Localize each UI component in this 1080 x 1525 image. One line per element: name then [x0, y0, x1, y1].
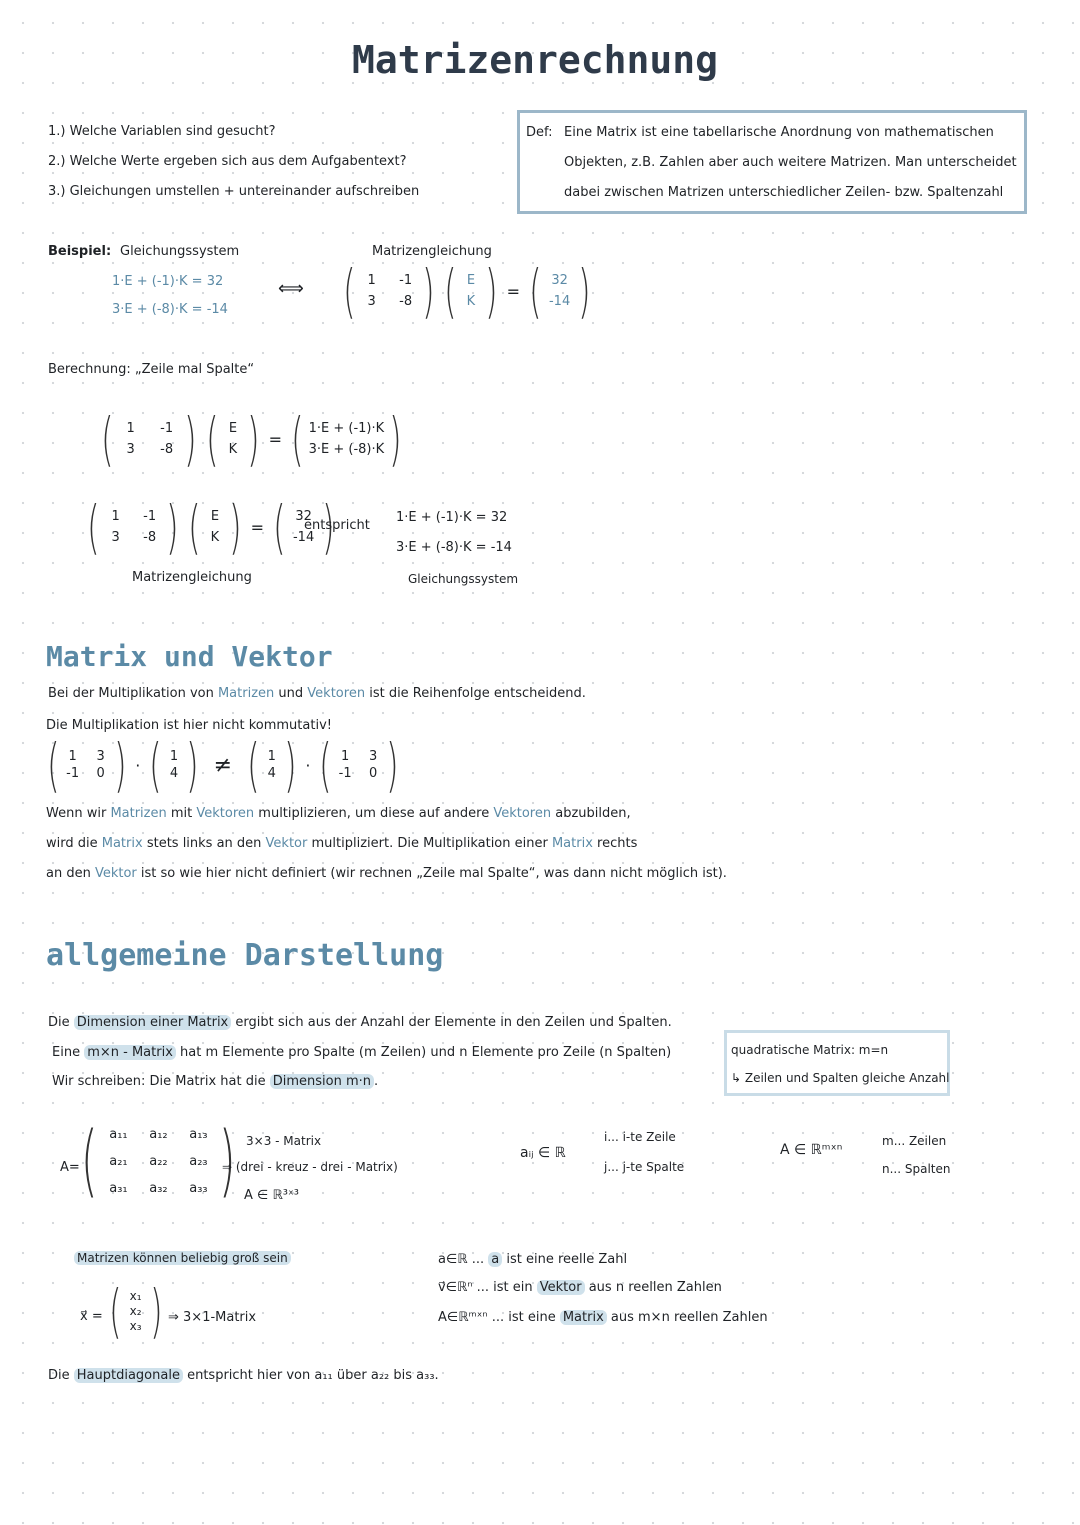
vector-cell: x₁: [129, 1289, 142, 1303]
matrix-cell: a₂₁: [109, 1153, 128, 1169]
matrix-cell: -8: [160, 442, 174, 457]
vector-cell: K: [466, 294, 476, 309]
matrix-vektor-para-line-3: an den Vektor ist so wie hier nicht definiert (wir rechnen „Zeile mal Spalte“, was dann nicht möglich ist).: [46, 866, 727, 881]
amn-set: A ∈ ℝᵐˣⁿ: [780, 1142, 843, 1158]
matrix-cell: 1: [111, 509, 120, 524]
matrix-cell: -8: [399, 294, 413, 309]
page-title: Matrizenrechnung: [352, 38, 719, 82]
quadratische-matrix-box: [724, 1030, 950, 1096]
j-line: j... j-te Spalte: [604, 1160, 685, 1174]
vector-cell: K: [210, 530, 220, 545]
matrix-cell: a₁₃: [189, 1126, 208, 1142]
matrix-vektor-line-2: Die Multiplikation ist hier nicht kommutativ!: [46, 718, 332, 733]
matrix-cell: a₁₂: [149, 1126, 168, 1142]
berechnung-label: Berechnung: „Zeile mal Spalte“: [48, 362, 255, 377]
m-line: m... Zeilen: [882, 1134, 947, 1148]
matrix-cell: 1: [340, 749, 350, 764]
allgemein-line-1: Die Dimension einer Matrix ergibt sich aus der Anzahl der Elemente in den Zeilen und Spalten.: [48, 1015, 672, 1030]
berechnung-equation-1: 1·E + (-1)·K = 32: [396, 510, 508, 525]
vector-line: v⃗∈ℝⁿ ... ist ein Vektor aus n reellen Zahlen: [438, 1280, 722, 1295]
vector-cell: 4: [169, 766, 179, 781]
matrix-3x3-desc: ⇒ (drei - kreuz - drei - Matrix): [222, 1160, 398, 1174]
hauptdiagonale-line: Die Hauptdiagonale entspricht hier von a₁₁ über a₂₂ bis a₃₃.: [48, 1368, 439, 1383]
matrix-cell: 3: [368, 749, 378, 764]
i-line: i... i-te Zeile: [604, 1130, 676, 1144]
vector-cell: E: [210, 509, 220, 524]
allgemein-line-2: Eine m×n - Matrix hat m Elemente pro Spalte (m Zeilen) und n Elemente pro Zeile (n Spalten): [52, 1045, 672, 1060]
berechnung-matrix-equation: ( 1 -1 3 -8 ) ( E K ) = ( 32 -14 ): [87, 493, 335, 561]
beliebig-gross-note: Matrizen können beliebig groß sein: [74, 1251, 291, 1265]
equivalence-arrow-icon: ⟺: [278, 278, 304, 299]
matrix-cell: a₁₁: [109, 1126, 128, 1142]
not-equal-sign: ≠: [213, 752, 233, 778]
matrix-cell: 1: [68, 749, 77, 764]
matrix-cell: -1: [338, 766, 352, 781]
matrix-cell: 0: [368, 766, 378, 781]
x-vector-desc: ⇒ 3×1-Matrix: [168, 1310, 257, 1325]
matrix-cell: 3: [111, 530, 120, 545]
x-vector-label: x⃗ =: [80, 1309, 103, 1324]
product-cell: 3·E + (-8)·K: [308, 442, 385, 457]
matrix-cell: 3: [96, 749, 105, 764]
entspricht-label: entspricht: [304, 518, 370, 533]
vector-cell: 1: [267, 749, 276, 764]
product-cell: 1·E + (-1)·K: [308, 421, 385, 436]
non-commutative-example: ( 1 3 -1 0 ) · ( 1 4 ) ≠ ( 1 4 ) · ( 1 3 -1 0 ): [47, 731, 399, 799]
quadratische-matrix-sub: ↳ Zeilen und Spalten gleiche Anzahl: [731, 1071, 950, 1085]
matrix-cell: -1: [399, 273, 413, 288]
matrix-cell: -8: [143, 530, 157, 545]
matrix-cell: 0: [96, 766, 105, 781]
vector-cell: E: [228, 421, 238, 436]
beispiel-label: Beispiel:: [48, 244, 112, 259]
x-vector: ( x₁ x₂ x₃ ): [109, 1277, 163, 1345]
matrix-cell: 1: [126, 421, 135, 436]
definition-line-1: Eine Matrix ist eine tabellarische Anordnung von mathematischen: [564, 125, 994, 140]
step-3: 3.) Gleichungen umstellen + untereinander aufschreiben: [48, 184, 420, 199]
beispiel-matrix-label: Matrizengleichung: [372, 244, 492, 259]
matrix-vektor-para-line-1: Wenn wir Matrizen mit Vektoren multiplizieren, um diese auf andere Vektoren abzubilden,: [46, 806, 631, 821]
matrix-cell: a₃₁: [109, 1180, 128, 1196]
gleichungssystem-label: Gleichungssystem: [408, 572, 519, 586]
matrix-cell: a₃₃: [189, 1180, 208, 1196]
matrix-a-label: A=: [60, 1160, 80, 1175]
beispiel-system-label: Gleichungssystem: [120, 244, 240, 259]
step-2: 2.) Welche Werte ergeben sich aus dem Aufgabentext?: [48, 154, 407, 169]
aij-element: aᵢⱼ ∈ ℝ: [520, 1145, 566, 1161]
matrix-vektor-line-1: Bei der Multiplikation von Matrizen und Vektoren ist die Reihenfolge entscheidend.: [48, 686, 586, 701]
matrix-cell: a₃₂: [149, 1180, 168, 1196]
matrix-vektor-para-line-2: wird die Matrix stets links an den Vektor multipliziert. Die Multiplikation einer Matrix rechts: [46, 836, 638, 851]
matrix-3x3-set: A ∈ ℝ³ˣ³: [244, 1188, 299, 1203]
real-number-line: a∈ℝ ... a ist eine reelle Zahl: [438, 1252, 628, 1267]
matrix-3x3-label: 3×3 - Matrix: [246, 1134, 322, 1148]
beispiel-equation-2: 3·E + (-8)·K = -14: [112, 302, 228, 317]
berechnung-equation-2: 3·E + (-8)·K = -14: [396, 540, 512, 555]
berechnung-product: ( 1 -1 3 -8 ) ( E K ) = ( 1·E + (-1)·K 3·E + (-8)·K ): [101, 405, 402, 473]
vector-cell: x₃: [129, 1319, 142, 1333]
equals-sign: =: [250, 517, 264, 537]
section-heading-matrix-vektor: Matrix und Vektor: [46, 640, 333, 673]
matrix-cell: a₂₂: [149, 1153, 168, 1169]
n-line: n... Spalten: [882, 1162, 951, 1176]
result-cell: -14: [548, 294, 571, 309]
vector-cell: 1: [169, 749, 179, 764]
allgemein-line-3: Wir schreiben: Die Matrix hat die Dimension m·n .: [52, 1074, 379, 1089]
general-3x3-matrix: ( a₁₁ a₁₂ a₁₃ a₂₁ a₂₂ a₂₃ a₃₁ a₃₂ a₃₃ ): [80, 1116, 237, 1206]
vector-cell: 4: [267, 766, 276, 781]
result-cell: -14: [292, 530, 315, 545]
quadratische-matrix-title: quadratische Matrix: m=n: [731, 1043, 889, 1057]
definition-line-2: Objekten, z.B. Zahlen aber auch weitere Matrizen. Man unterscheidet: [564, 155, 1017, 170]
beispiel-equation-1: 1·E + (-1)·K = 32: [112, 274, 224, 289]
matrizengleichung-label: Matrizengleichung: [132, 570, 252, 585]
matrix-cell: 1: [367, 273, 376, 288]
definition-line-3: dabei zwischen Matrizen unterschiedlicher Zeilen- bzw. Spaltenzahl: [564, 185, 1004, 200]
matrix-line: A∈ℝᵐˣⁿ ... ist eine Matrix aus m×n reellen Zahlen: [438, 1310, 768, 1325]
beispiel-matrix-equation: ( 1 -1 3 -8 ) ( E K ) = ( 32 -14 ): [343, 257, 591, 325]
matrix-cell: -1: [143, 509, 157, 524]
definition-box: [517, 110, 1027, 214]
matrix-cell: 3: [126, 442, 135, 457]
matrix-cell: 3: [367, 294, 376, 309]
matrix-cell: -1: [160, 421, 174, 436]
matrix-cell: -1: [66, 766, 80, 781]
result-cell: 32: [295, 509, 312, 524]
vector-cell: K: [228, 442, 238, 457]
result-cell: 32: [551, 273, 568, 288]
vector-cell: x₂: [129, 1304, 142, 1318]
equals-sign: =: [268, 429, 282, 449]
matrix-cell: a₂₃: [189, 1153, 208, 1169]
vector-cell: E: [466, 273, 476, 288]
step-1: 1.) Welche Variablen sind gesucht?: [48, 124, 276, 139]
definition-label: Def:: [526, 125, 553, 140]
section-heading-allgemein: allgemeine Darstellung: [46, 938, 444, 973]
